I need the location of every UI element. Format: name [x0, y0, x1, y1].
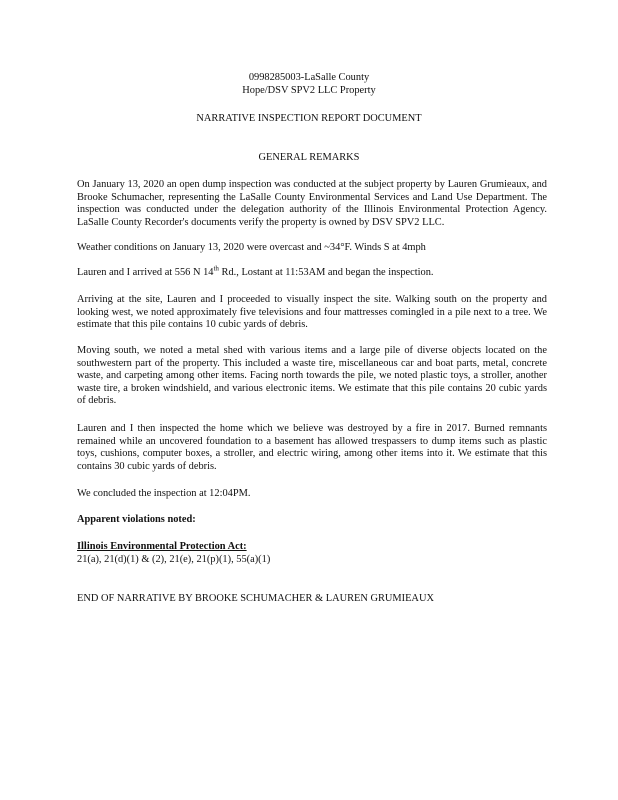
violations-heading: Apparent violations noted: [77, 514, 196, 525]
paragraph-burned-home [77, 423, 547, 473]
paragraph-arrival [77, 264, 547, 280]
property-name-line: Hope/DSV SPV2 LLC Property [242, 85, 376, 96]
paragraph-text: Weather conditions on January 13, 2020 were overcast and ~34°F. Winds S at 4mph [77, 242, 426, 253]
paragraph-weather [77, 242, 547, 255]
paragraph-text: Arriving at the site, Lauren and I proceeded to visually inspect the site. Walking south on the property and looking west, we noted approximately five televisions and four mattresses comingled in a pile next to a tree. We estimate that this pile contains 10 cubic yards of debris. [77, 294, 547, 331]
site-id-line: 0998285003-LaSalle County [248, 72, 370, 83]
paragraph-text: We concluded the inspection at 12:04PM. [77, 488, 251, 499]
paragraph-text: Lauren and I then inspected the home which we believe was destroyed by a fire in 2017. Burned remnants remained while an uncovered foundation to a basement has allowed trespassers to dump items such as plastic toys, cushions, computer boxes, a stroller, and electric wiring, among other items into it. We estimate that this contains 30 cubic yards of debris. [77, 423, 547, 472]
paragraph-text: On January 13, 2020 an open dump inspection was conducted at the subject property by Lauren Grumieaux, and Brooke Schumacher, representing the LaSalle County Environmental Services and Land Use Department. The inspection was conducted under the delegation authority of the Illinois Environmental Protection Agency. LaSalle County Recorder's documents verify the property is owned by DSV SPV2 LLC. [77, 179, 547, 228]
document-title: NARRATIVE INSPECTION REPORT DOCUMENT [196, 113, 422, 124]
paragraph-first-pile [77, 294, 547, 332]
end-of-narrative: END OF NARRATIVE BY BROOKE SCHUMACHER & LAUREN GRUMIEAUX [77, 593, 434, 604]
violation-sections: 21(a), 21(d)(1) & (2), 21(e), 21(p)(1), 55(a)(1) [77, 554, 271, 565]
section-title: GENERAL REMARKS [258, 152, 360, 163]
paragraph-text: Moving south, we noted a metal shed with various items and a large pile of diverse objects located on the southwestern part of the property. This included a waste tire, miscellaneous car and boat parts, metal, concrete waste, and carpeting among other items. Facing north towards the pile, we noted plastic toys, a stroller, another waste tire, a broken windshield, and various electronic items. We estimate that this pile contains 20 cubic yards of debris. [77, 345, 547, 407]
act-heading: Illinois Environmental Protection Act: [77, 541, 247, 552]
paragraph-conclusion [77, 488, 547, 501]
arrival-text-start: Lauren and I arrived at 556 N 14 [77, 267, 214, 278]
paragraph-second-pile [77, 345, 547, 408]
paragraph-text [77, 264, 547, 280]
paragraph-inspection-intro [77, 179, 547, 229]
ordinal-suffix: th [213, 264, 219, 273]
arrival-text-end: Rd., Lostant at 11:53AM and began the inspection. [218, 267, 434, 278]
